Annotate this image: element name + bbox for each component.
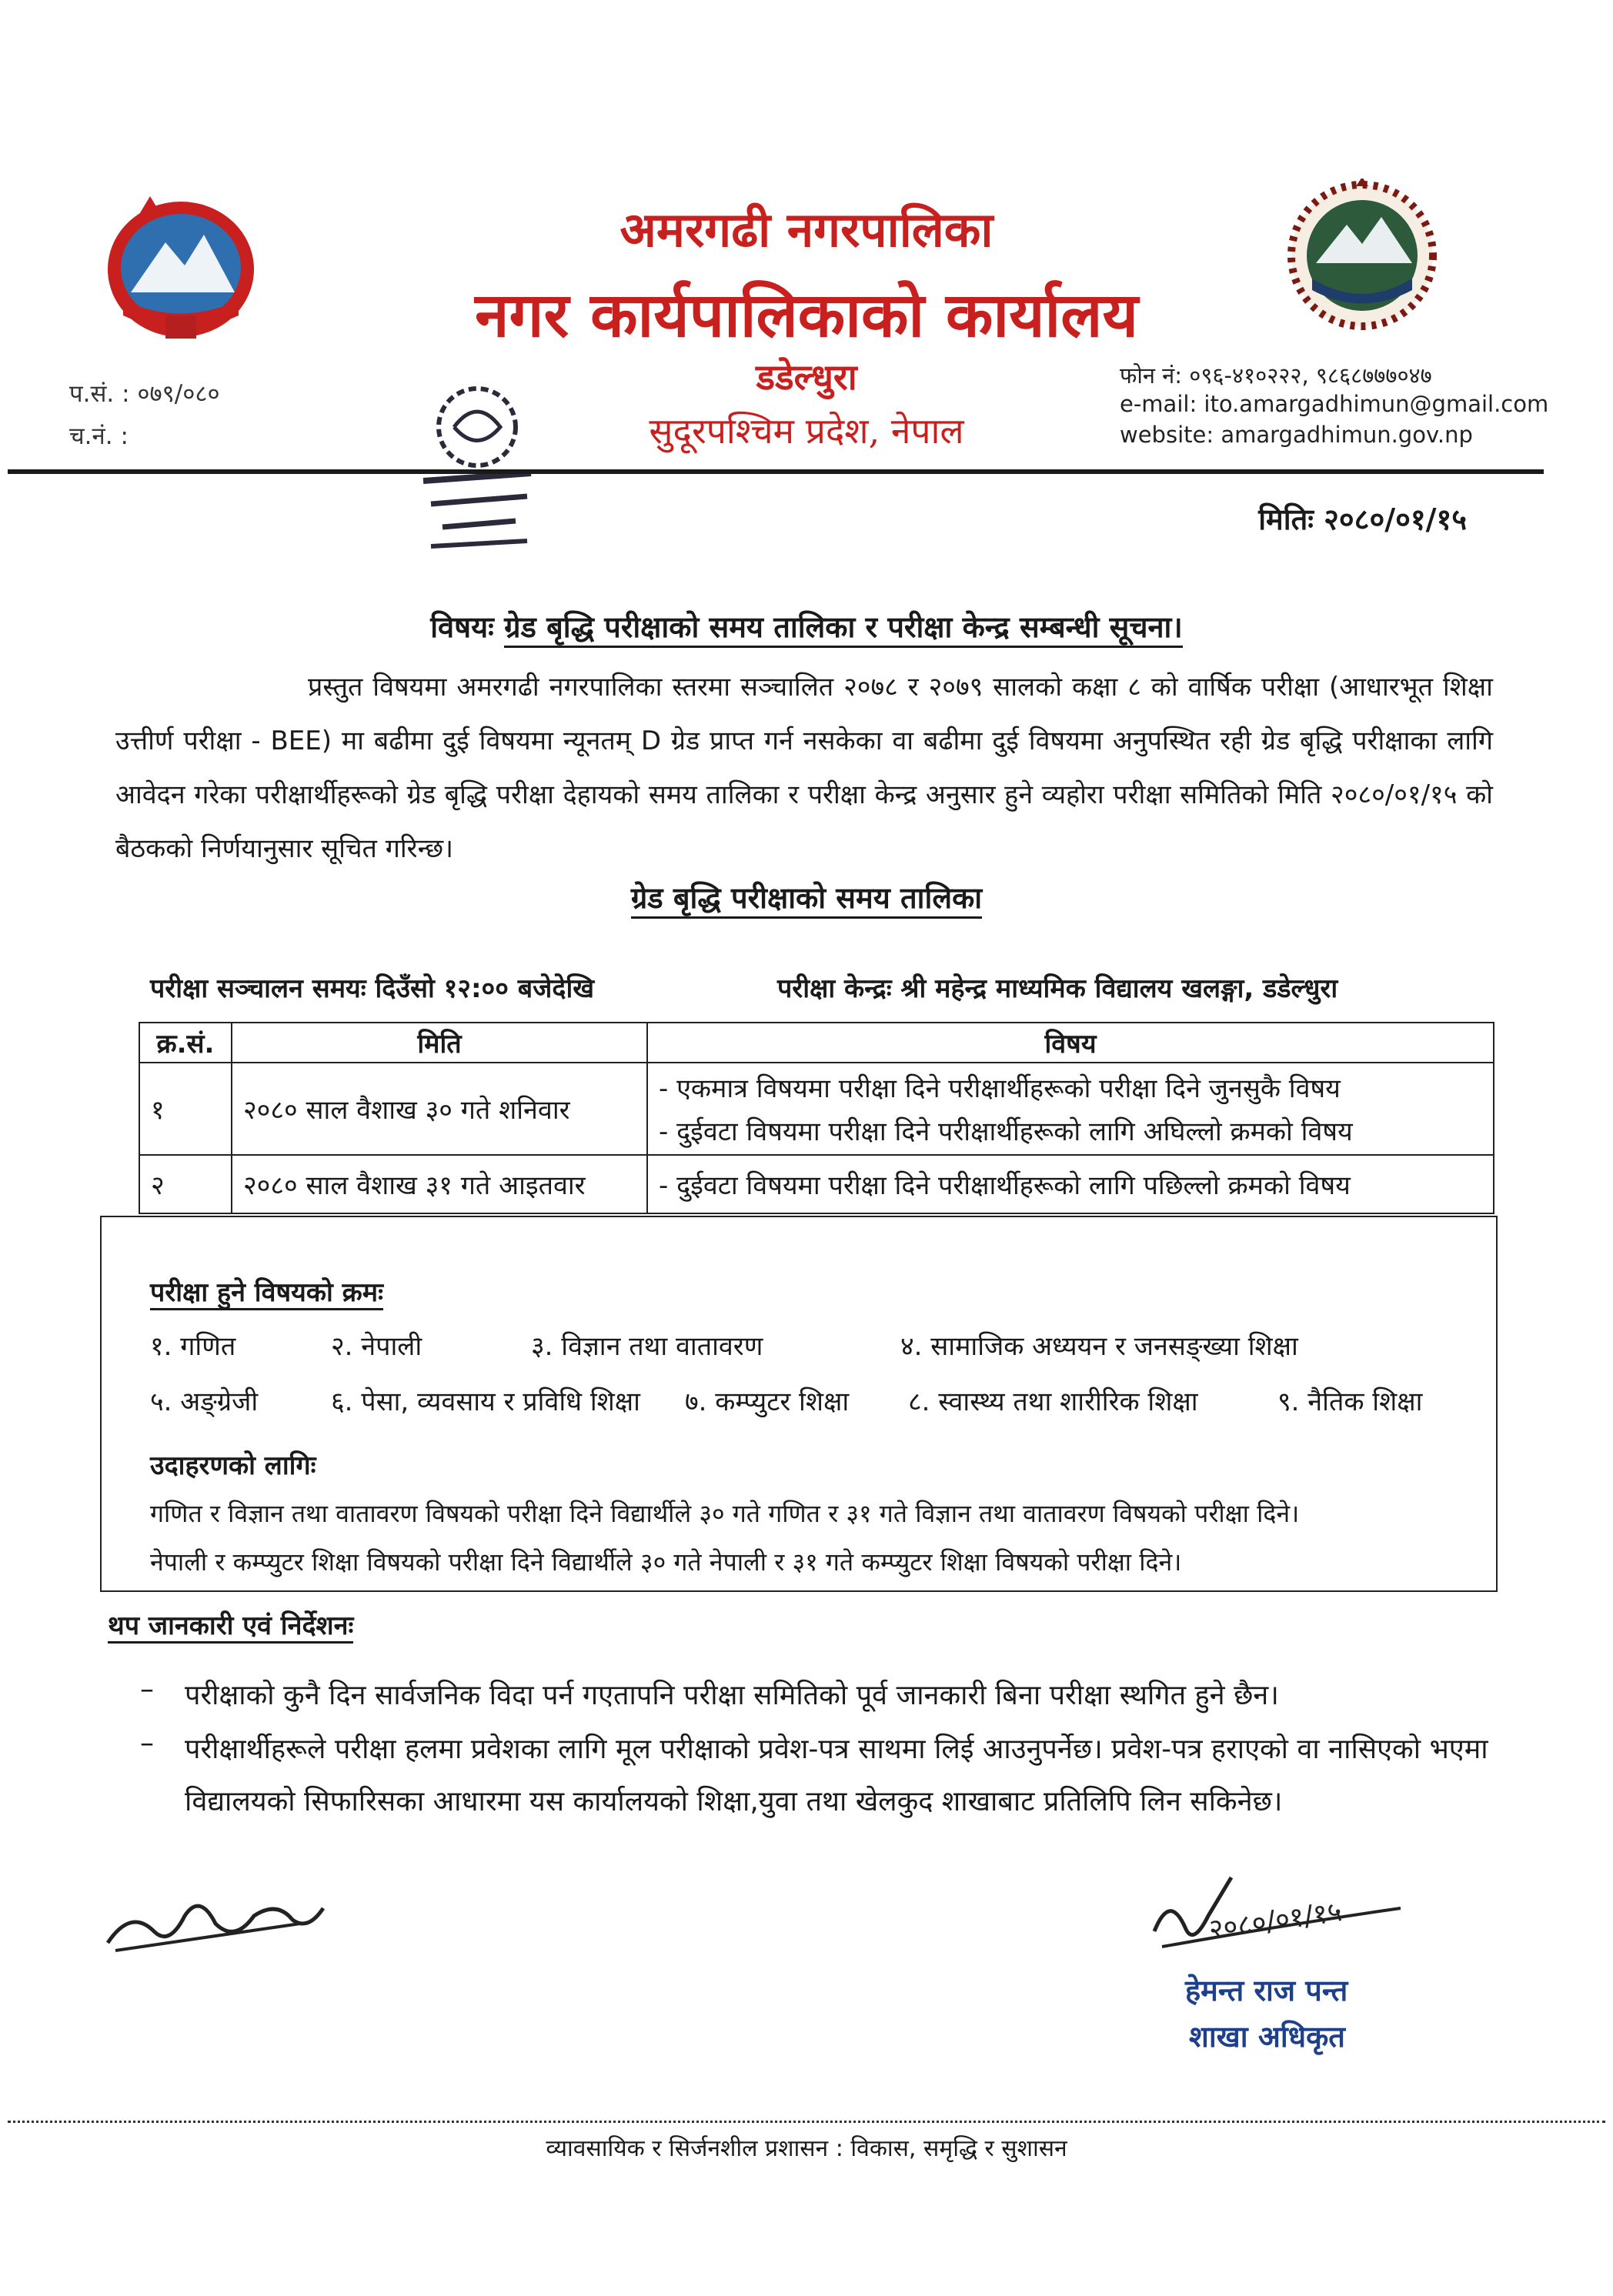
row-sn: २ [139,1155,232,1213]
schedule-table [139,1022,1494,1214]
signatory-name: हेमन्त राज पन्त [1185,1974,1348,2007]
bullet-dash: – [140,1674,154,1705]
instructions-heading-text: थप जानकारी एवं निर्देशनः [108,1610,353,1644]
exam-time: परीक्षा सञ्चालन समयः दिउँसो १२:०० बजेदेखि [150,973,595,1004]
subject-line [0,606,1613,646]
table-row [139,1063,1494,1155]
subject-item: ८. स्वास्थ्य तथा शारीरिक शिक्षा [908,1387,1198,1417]
website-address: website: amargadhimun.gov.np [1120,422,1473,448]
reference-number: प.सं. : ०७९/०८० [69,380,220,408]
signatory-title: शाखा अधिकृत [1189,2020,1345,2054]
row-sn: १ [139,1063,232,1155]
subject-item: ४. सामाजिक अध्ययन र जनसङ्ख्या शिक्षा [900,1331,1298,1362]
row-date: २०८० साल वैशाख ३० गते शनिवार [232,1063,647,1155]
subject-item: ७. कम्प्युटर शिक्षा [685,1387,850,1417]
body-paragraph: प्रस्तुत विषयमा अमरगढी नगरपालिका स्तरमा सञ्चालित २०७८ र २०७९ सालको कक्षा ८ को वार्षिक परीक्षा (आधारभूत शिक्षा उत्तीर्ण परीक्षा - BEE) मा बढीमा दुई विषयमा न्यूनतम् D ग्रेड प्राप्त गर्न नसकेका वा बढीमा दुई विषयमा अनुपस्थित रही ग्रेड बृद्धि परीक्षाका लागि आवेदन गरेका परीक्षार्थीहरूको ग्रेड बृद्धि परीक्षा देहायको समय तालिका र परीक्षा केन्द्र अनुसार हुने व्यहोरा परीक्षा समितिको मिति २०८०/०१/१५ को बैठकको निर्णयानुसार सूचित गरिन्छ। [115,672,1493,864]
dispatch-number: च.नं. : [69,422,129,450]
subject-item: १. गणित [150,1331,236,1362]
instruction-item: परीक्षाको कुनै दिन सार्वजनिक विदा पर्न गएतापनि परीक्षा समितिको पूर्व जानकारी बिना परीक्षा स्थगित हुने छैन। [185,1680,1279,1711]
header-divider [8,469,1544,474]
timetable-title [0,877,1613,917]
table-row [139,1155,1494,1213]
subject-text: ग्रेड बृद्धि परीक्षाको समय तालिका र परीक्षा केन्द्र सम्बन्धी सूचना। [504,610,1183,648]
document-date: मितिः २०८०/०१/१५ [1258,502,1467,536]
row-subject-line: - दुईवटा विषयमा परीक्षा दिने परीक्षार्थीहरूको लागि पछिल्लो क्रमको विषय [659,1170,1351,1201]
province-name: सुदूरपश्चिम प्रदेश, नेपाल [649,410,964,452]
subject-item: ३. विज्ञान तथा वातावरण [531,1331,763,1362]
example-heading: उदाहरणको लागिः [150,1450,316,1481]
footer-divider [8,2121,1605,2123]
subject-order-heading [150,1273,383,1309]
phone-number: फोन नं: ०९६-४१०२२२, ९८६८७७७०४७ [1120,362,1432,389]
header-sn: क्र.सं. [139,1023,232,1063]
office-name: नगर कार्यपालिकाको कार्यालय [475,279,1138,351]
row-subjects [647,1155,1494,1213]
instruction-item: परीक्षार्थीहरूले परीक्षा हलमा प्रवेशका लागि मूल परीक्षाको प्रवेश-पत्र साथमा लिई आउनुपर्नेछ। प्रवेश-पत्र हराएको वा नासिएको भएमा विद्यालयको सिफारिसका आधारमा यस कार्यालयको शिक्षा,युवा तथा खेलकुद शाखाबाट प्रतिलिपि लिन सकिनेछ। [185,1734,1488,1817]
header-date: मिति [232,1023,647,1063]
instructions-heading [108,1607,353,1642]
exam-center: परीक्षा केन्द्रः श्री महेन्द्र माध्यमिक विद्यालय खलङ्गा, डडेल्धुरा [777,973,1338,1004]
header-subject: विषय [647,1023,1494,1063]
row-subject-line: - दुईवटा विषयमा परीक्षा दिने परीक्षार्थीहरूको लागि अघिल्लो क्रमको विषय [659,1116,1353,1147]
district-name: डडेल्धुरा [756,356,857,398]
timetable-title-text: ग्रेड बृद्धि परीक्षाको समय तालिका [631,881,982,919]
left-signature [100,1877,331,1962]
subject-item: ९. नैतिक शिक्षा [1277,1387,1423,1417]
email-address: e-mail: ito.amargadhimun@gmail.com [1120,391,1549,417]
row-subject-line: - एकमात्र विषयमा परीक्षा दिने परीक्षार्थीहरूको परीक्षा दिने जुनसुकै विषय [659,1073,1341,1104]
municipality-name: अमरगढी नगरपालिका [619,202,994,258]
subject-order-heading-text: परीक्षा हुने विषयको क्रमः [150,1277,383,1310]
subject-item: ५. अङ्ग्रेजी [150,1387,259,1417]
subject-item: ६. पेसा, व्यवसाय र प्रविधि शिक्षा [331,1387,640,1417]
example-line: नेपाली र कम्प्युटर शिक्षा विषयको परीक्षा दिने विद्यार्थीले ३० गते नेपाली र ३१ गते कम्प्युटर शिक्षा विषयको परीक्षा दिने। [150,1547,1182,1577]
subject-item: २. नेपाली [331,1331,422,1362]
row-subjects [647,1063,1494,1155]
subject-label: विषयः [430,610,494,644]
row-date: २०८० साल वैशाख ३१ गते आइतवार [232,1155,647,1213]
bullet-dash: – [140,1727,154,1759]
footer-motto: व्यावसायिक र सिर्जनशील प्रशासन : विकास, समृद्धि र सुशासन [546,2135,1067,2162]
example-line: गणित र विज्ञान तथा वातावरण विषयको परीक्षा दिने विद्यार्थीले ३० गते गणित र ३१ गते विज्ञान तथा वातावरण विषयको परीक्षा दिने। [150,1499,1300,1528]
signature-date: २०८०/०१/१५ [1207,1896,1344,1946]
table-header-row [139,1023,1494,1063]
